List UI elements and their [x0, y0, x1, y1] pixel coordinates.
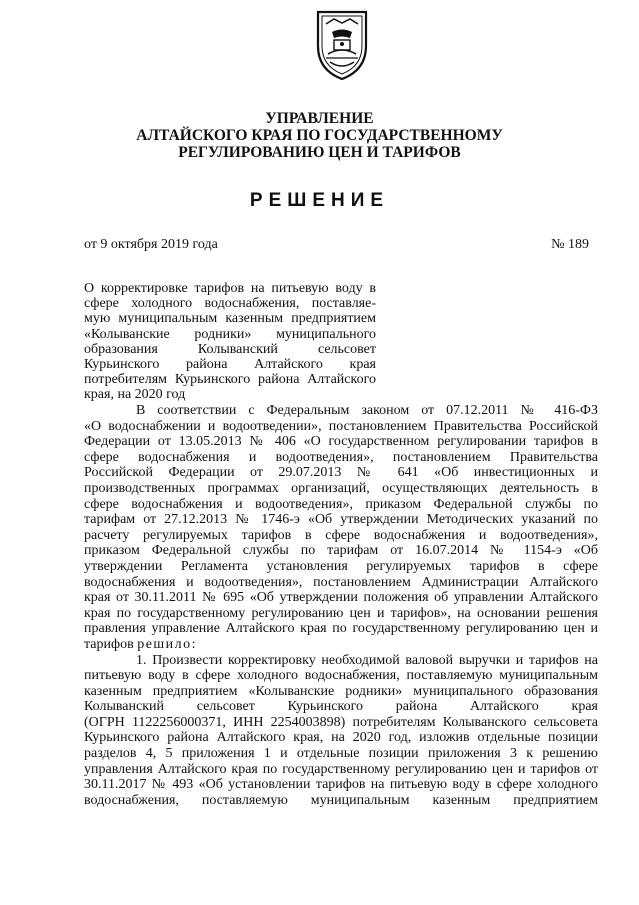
body-line: «О водоснабжении и водоотведении», постановлением Правительства Российской: [84, 418, 598, 434]
body-line: приказом Федеральной службы по тарифам от 16.07.2014 № 1154-э «Об: [84, 543, 598, 559]
body-line: Колыванский сельсовет Курьинского района Алтайского края: [84, 699, 598, 715]
document-type-title: РЕШЕНИЕ: [249, 190, 390, 211]
altai-krai-coat-of-arms-icon: [310, 8, 374, 82]
body-line: края от 30.11.2011 № 695 «Об утверждении положения об управлении Алтайского: [84, 590, 598, 606]
body-line: 30.11.2017 № 493 «Об установлении тарифов на питьевую воду в сфере холодного: [84, 777, 598, 793]
document-subject: [84, 281, 376, 403]
date-number-line: [84, 237, 589, 253]
subject-line: сфере холодного водоснабжения, поставляе-: [84, 296, 376, 312]
body-line: водоснабжения, поставляемую муниципальным казенным предприятием: [84, 792, 598, 808]
body-line: 1. Произвести корректировку необходимой валовой выручки и тарифов на: [136, 652, 598, 668]
body-line: разделов 4, 5 приложения 1 и отдельные позиции приложения 3 к решению: [84, 746, 598, 762]
body-line: (ОГРН 1122256000371, ИНН 2254003898) потребителям Колыванского сельсовета: [84, 714, 598, 730]
subject-line: «Колыванские родники» муниципального: [84, 326, 376, 342]
body-line: Российской Федерации от 29.07.2013 № 641 «Об инвестиционных и: [84, 465, 598, 481]
body-line: питьевую воду в сфере холодного водоснабжения, поставляемую муниципальным: [84, 668, 598, 684]
body-line: тарифов: [84, 636, 134, 652]
document-date: от 9 октября 2019 года: [84, 237, 218, 252]
body-line-decided: [84, 637, 598, 653]
body-line: управления Алтайского края по государственному регулированию цен и тарифов от: [84, 761, 598, 777]
body-line: расчету регулируемых тарифов в сфере водоснабжения и водоотведения»,: [84, 527, 598, 543]
org-line: РЕГУЛИРОВАНИЮ ЦЕН И ТАРИФОВ: [178, 144, 461, 161]
subject-line: потребителям Курьинского района Алтайского: [84, 372, 376, 388]
document-body: [84, 403, 598, 808]
subject-line: края, на 2020 год: [84, 387, 186, 403]
document-number: № 189: [551, 237, 589, 252]
body-line: края по государственному регулированию цен и тарифов», на основании решения: [84, 605, 598, 621]
body-line: Федерации от 13.05.2013 № 406 «О государственном регулировании тарифов в: [84, 434, 598, 450]
body-line: сфере водоснабжения и водоотведения», постановлением Правительства: [84, 449, 598, 465]
org-line: УПРАВЛЕНИЕ: [265, 110, 374, 127]
body-line: сфере водоснабжения и водоотведения», приказом Федеральной службы по: [84, 496, 598, 512]
subject-line: Курьинского района Алтайского края: [84, 357, 376, 373]
subject-line: О корректировке тарифов на питьевую воду в: [84, 281, 376, 296]
decided-word: решило:: [137, 636, 198, 652]
subject-line: мую муниципальным казенным предприятием: [84, 311, 376, 327]
body-line: утверждении Регламента установления регулируемых тарифов в сфере: [84, 558, 598, 574]
body-line: правления управление Алтайского края по государственному регулированию цен и: [84, 621, 598, 637]
body-line: В соответствии с Федеральным законом от 07.12.2011 № 416-ФЗ: [136, 403, 598, 418]
subject-line: образования Колыванский сельсовет: [84, 341, 376, 357]
org-line: АЛТАЙСКОГО КРАЯ ПО ГОСУДАРСТВЕННОМУ: [136, 127, 503, 144]
body-line: производственных программах организаций, осуществляющих деятельность в: [84, 480, 598, 496]
body-line: тарифам от 27.12.2013 № 1746-э «Об утверждении Методических указаний по: [84, 512, 598, 528]
body-line: Курьинского района Алтайского края, на 2020 год, изложив отдельные позиции: [84, 730, 598, 746]
body-line: водоснабжения и водоотведения», постановлением Администрации Алтайского: [84, 574, 598, 590]
organization-name: [0, 110, 639, 161]
body-line: казенным предприятием «Колыванские родники» муниципального образования: [84, 683, 598, 699]
